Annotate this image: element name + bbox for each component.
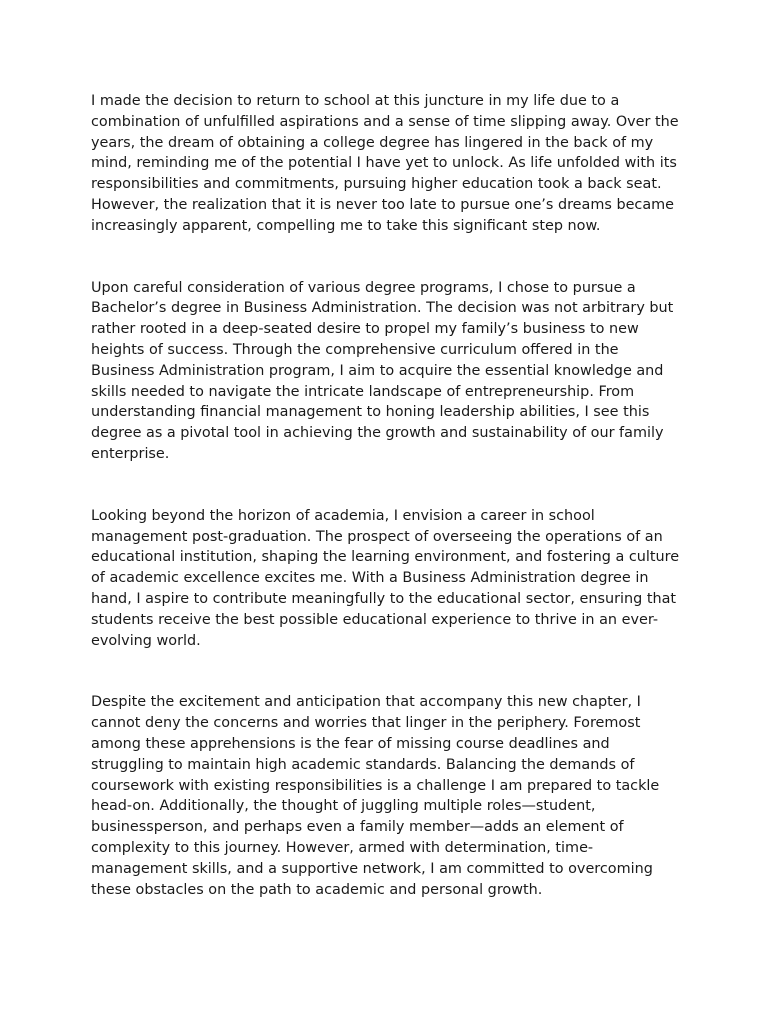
paragraph-career-goals: Looking beyond the horizon of academia, I envision a career in school management post-graduation. The prospect of overseeing the operations of an educational institution, shaping the learning environment, and fostering a culture of academic excellence excites me. With a Business Administration degree in hand, I aspire to contribute meaningfully to the educational sector, ensuring that students receive the best possible educational experience to thrive in an ever-evolving world. [91, 507, 680, 649]
essay-body [91, 91, 681, 941]
paragraph-concerns: Despite the excitement and anticipation that accompany this new chapter, I cannot deny the concerns and worries that linger in the periphery. Foremost among these apprehensions is the fear of missing course deadlines and struggling to maintain high academic standards. Balancing the demands of coursework with existing responsibilities is a challenge I am prepared to tackle head-on. Additionally, the thought of juggling multiple roles—student, businessperson, and perhaps even a family member—adds an element of complexity to this journey. However, armed with determination, time-management skills, and a supportive network, I am committed to overcoming these obstacles on the path to academic and personal growth. [91, 694, 660, 898]
paragraph-return-to-school: I made the decision to return to school at this juncture in my life due to a combination of unfulfilled aspirations and a sense of time slipping away. Over the years, the dream of obtaining a college degree has lingered in the back of my mind, reminding me of the potential I have yet to unlock. As life unfolded with its responsibilities and commitments, pursuing higher education took a back seat. However, the realization that it is never too late to pursue one’s dreams became increasingly apparent, compelling me to take this significant step now. [91, 93, 679, 234]
paragraph-degree-choice: Upon careful consideration of various degree programs, I chose to pursue a Bachelor’s degree in Business Administration. The decision was not arbitrary but rather rooted in a deep-seated desire to propel my family’s business to new heights of success. Through the comprehensive curriculum offered in the Business Administration program, I aim to acquire the essential knowledge and skills needed to navigate the intricate landscape of entrepreneurship. From understanding financial management to honing leadership abilities, I see this degree as a pivotal tool in achieving the growth and sustainability of our family enterprise. [91, 279, 674, 462]
